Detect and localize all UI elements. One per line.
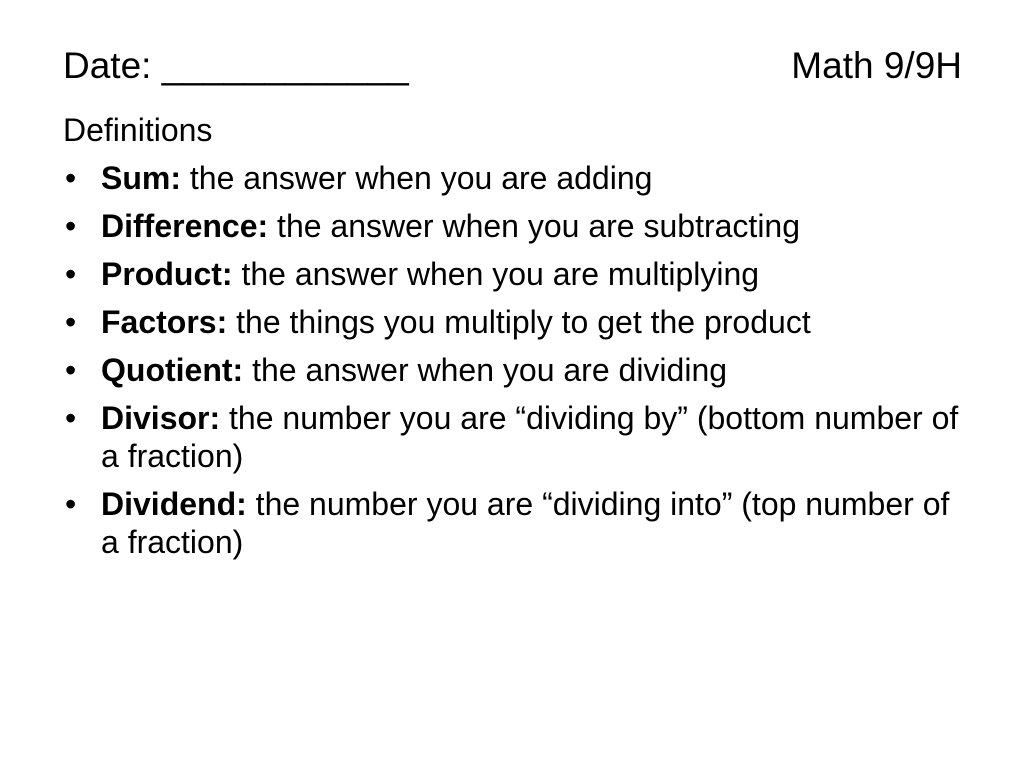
definition-factors: [63, 303, 963, 341]
course-title: Math 9/9H: [791, 45, 962, 86]
section-heading: Definitions: [63, 112, 213, 148]
definition-term: Product:: [101, 256, 233, 292]
definition-dividend: [63, 485, 963, 561]
definition-term: Factors:: [101, 304, 228, 340]
definition-text: the number you are “dividing by” (bottom number of a fraction): [101, 400, 959, 474]
bullet-icon: •: [65, 352, 77, 388]
definition-term: Divisor:: [101, 400, 221, 436]
bullet-icon: •: [65, 256, 77, 292]
bullet-icon: •: [65, 486, 77, 522]
bullet-icon: •: [65, 208, 77, 244]
definition-term: Sum:: [101, 160, 181, 196]
definition-quotient: [63, 351, 963, 389]
bullet-icon: •: [65, 160, 77, 196]
definition-text: the things you multiply to get the product: [227, 304, 811, 340]
bullet-icon: •: [65, 400, 77, 436]
definition-sum: [63, 159, 963, 197]
definition-difference: [63, 207, 963, 245]
definition-text: the answer when you are adding: [181, 160, 653, 196]
definition-term: Dividend:: [101, 486, 247, 522]
definition-text: the answer when you are dividing: [243, 352, 728, 388]
date-label: Date: ____________: [63, 45, 409, 86]
definition-term: Quotient:: [101, 352, 244, 388]
definition-text: the number you are “dividing into” (top number of a fraction): [101, 486, 950, 560]
definition-text: the answer when you are multiplying: [232, 256, 760, 292]
definition-text: the answer when you are subtracting: [268, 208, 801, 244]
definition-term: Difference:: [101, 208, 269, 244]
definitions-list: [63, 159, 963, 571]
definition-product: [63, 255, 963, 293]
definition-divisor: [63, 399, 963, 475]
bullet-icon: •: [65, 304, 77, 340]
